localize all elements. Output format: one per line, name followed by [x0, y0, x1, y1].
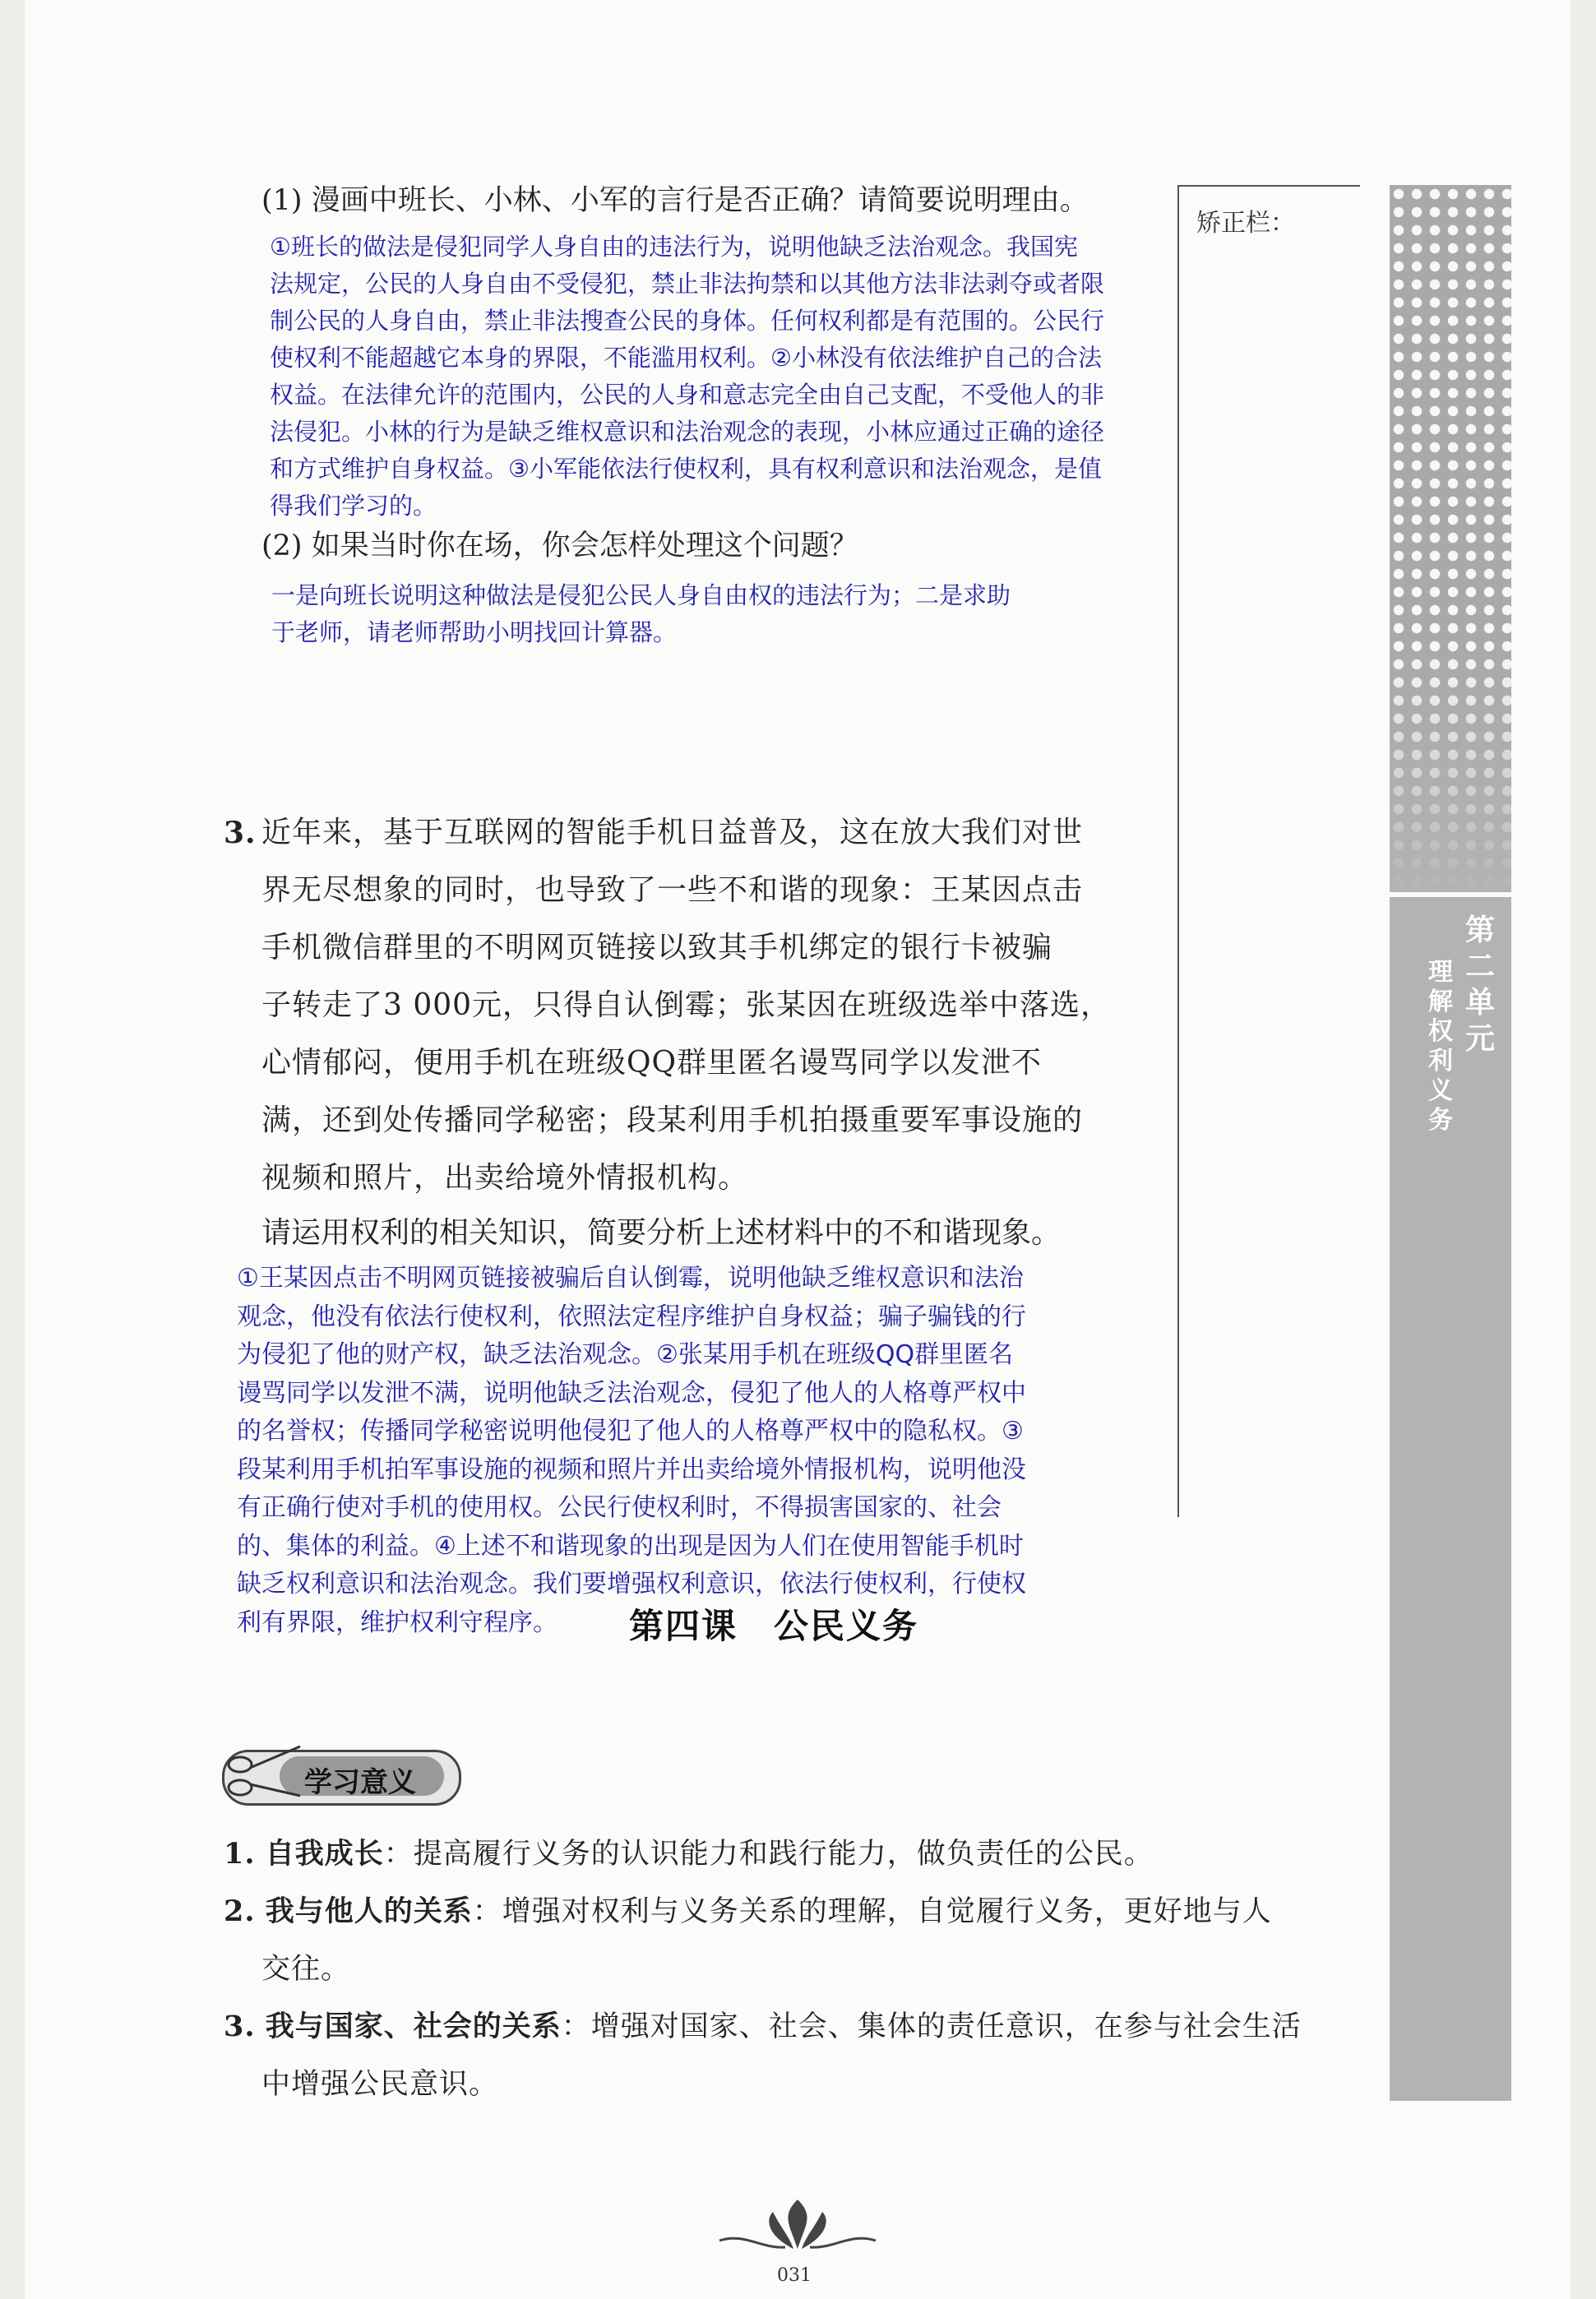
answer-line: 法侵犯。小林的行为是缺乏维权意识和法治观念的表现，小林应通过正确的途径 — [270, 418, 1105, 446]
section-badge — [222, 1742, 460, 1806]
material-line: 子转走了3 000元，只得自认倒霉；张某因在班级选举中落选， — [261, 988, 1112, 1022]
answer-line: ①班长的做法是侵犯同学人身自由的违法行为，说明他缺乏法治观念。我国宪 — [270, 233, 1078, 261]
significance-list — [224, 1825, 1375, 2113]
q3-answer — [237, 1260, 1166, 1642]
page-number: 031 — [777, 2265, 812, 2286]
unit-title: 理解权利义务 — [1428, 958, 1453, 1135]
answer-line: 有正确行使对手机的使用权。公民行使权利时，不得损害国家的、社会 — [237, 1493, 1002, 1522]
list-item: 2. 我与他人的关系：增强对权利与义务关系的理解，自觉履行义务，更好地与人 — [224, 1894, 1272, 1928]
q3-material — [261, 804, 1174, 1207]
answer-line: 权益。在法律允许的范围内，公民的人身和意志完全由自己支配，不受他人的非 — [270, 381, 1105, 409]
answer-line: 谩骂同学以发泄不满，说明他缺乏法治观念，侵犯了他人的人格尊严权中 — [237, 1378, 1026, 1408]
list-item-continuation: 中增强公民意识。 — [261, 2068, 499, 2101]
answer-line: 的、集体的利益。④上述不和谐现象的出现是因为人们在使用智能手机时 — [237, 1531, 1024, 1561]
answer-line: 观念，他没有依法行使权利，依照法定程序维护自身权益；骗子骗钱的行 — [237, 1302, 1026, 1331]
correction-column-top-line — [1177, 185, 1360, 187]
list-item-continuation: 交往。 — [261, 1953, 351, 1986]
footer-ornament-icon — [703, 2191, 892, 2257]
correction-column-line — [1177, 185, 1179, 1517]
answer-line: 为侵犯了他的财产权，缺乏法治观念。②张某用手机在班级QQ群里匿名 — [237, 1340, 1014, 1369]
q2-sub2-question: (2) 如果当时你在场，你会怎样处理这个问题？ — [261, 530, 858, 562]
answer-line: 的名誉权；传播同学秘密说明他侵犯了他人的人格尊严权中的隐私权。③ — [237, 1417, 1024, 1446]
q3-question: 请运用权利的相关知识，简要分析上述材料中的不和谐现象。 — [261, 1216, 1062, 1250]
lesson-title: 第四课 公民义务 — [629, 1606, 919, 1646]
material-line: 心情郁闷，便用手机在班级QQ群里匿名谩骂同学以发泄不 — [261, 1046, 1043, 1080]
answer-line: 缺乏权利意识和法治观念。我们要增强权利意识，依法行使权利，行使权 — [237, 1570, 1026, 1598]
answer-line: 一是向班长说明这种做法是侵犯公民人身自由权的违法行为；二是求助 — [271, 581, 1011, 609]
material-line: 视频和照片，出卖给境外情报机构。 — [261, 1161, 749, 1195]
answer-line: 使权利不能超越它本身的界限，不能滥用权利。②小林没有依法维护自己的合法 — [270, 344, 1102, 372]
unit-label: 第二单元 — [1464, 914, 1495, 1056]
list-item: 3. 我与国家、社会的关系：增强对国家、社会、集体的责任意识，在参与社会生活 — [224, 2010, 1302, 2043]
q2-sub1-answer — [270, 229, 1174, 525]
answer-line: 段某利用手机拍军事设施的视频和照片并出卖给境外情报机构，说明他没 — [237, 1455, 1026, 1484]
answer-line: 法规定，公民的人身自由不受侵犯，禁止非法拘禁和以其他方法非法剥夺或者限 — [270, 270, 1105, 298]
material-line: 手机微信群里的不明网页链接以致其手机绑定的银行卡被骗 — [261, 931, 1053, 964]
material-line: 近年来，基于互联网的智能手机日益普及，这在放大我们对世 — [261, 816, 1084, 849]
material-line: 界无尽想象的同时，也导致了一些不和谐的现象：王某因点击 — [261, 873, 1084, 907]
material-line: 满，还到处传播同学秘密；段某利用手机拍摄重要军事设施的 — [261, 1103, 1084, 1137]
answer-line: ①王某因点击不明网页链接被骗后自认倒霉，说明他缺乏维权意识和法治 — [237, 1264, 1024, 1293]
correction-column-label: 矫正栏： — [1196, 209, 1295, 238]
answer-line: 利有界限，维护权利守程序。 — [237, 1607, 557, 1637]
q3-number: 3. — [224, 816, 257, 850]
q2-sub2-answer — [271, 577, 1176, 651]
answer-line: 和方式维护自身权益。③小军能依法行使权利，具有权利意识和法治观念，是值 — [270, 455, 1102, 483]
section-badge-label: 学习意义 — [304, 1766, 416, 1799]
answer-line: 得我们学习的。 — [270, 492, 437, 520]
unit-side-tab — [1390, 185, 1511, 2101]
q2-sub1-question: (1) 漫画中班长、小林、小军的言行是否正确？请简要说明理由。 — [261, 184, 1089, 217]
scissors-icon — [222, 1742, 304, 1807]
list-item: 1. 自我成长：提高履行义务的认识能力和践行能力，做负责任的公民。 — [224, 1837, 1154, 1871]
answer-line: 于老师，请老师帮助小明找回计算器。 — [271, 618, 678, 646]
answer-line: 制公民的人身自由，禁止非法搜查公民的身体。任何权利都是有范围的。公民行 — [270, 307, 1105, 335]
